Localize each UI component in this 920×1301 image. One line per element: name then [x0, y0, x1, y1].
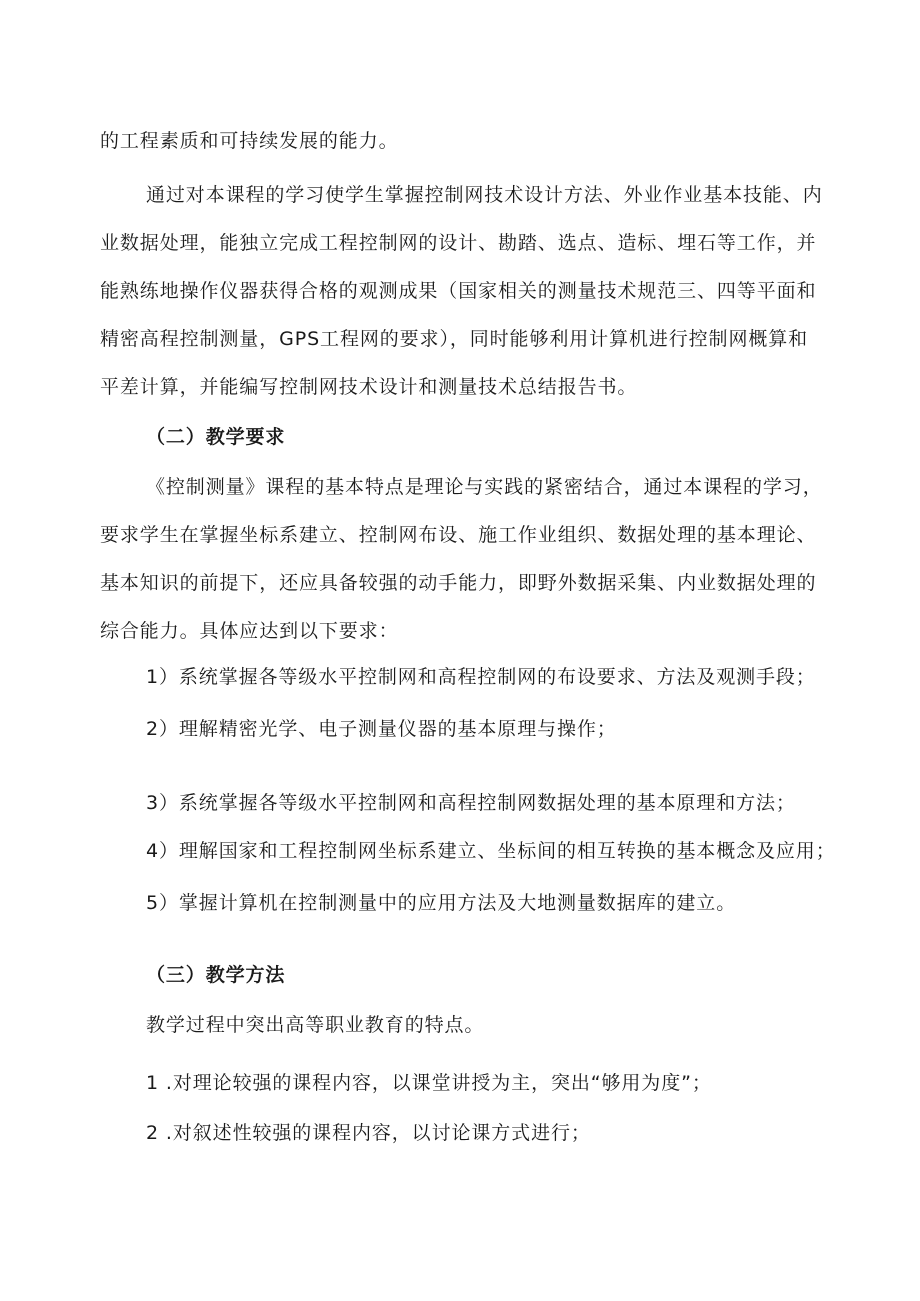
paragraph-line: 的工程素质和可持续发展的能力。	[100, 130, 399, 152]
paragraph-line: 精密高程控制测量，GPS工程网的要求），同时能够利用计算机进行控制网概算和	[100, 328, 809, 350]
paragraph-line: 《控制测量》课程的基本特点是理论与实践的紧密结合，通过本课程的学习，	[146, 476, 823, 498]
requirement-item: 4）理解国家和工程控制网坐标系建立、坐标间的相互转换的基本概念及应用；	[146, 840, 836, 862]
requirement-item: 5）掌握计算机在控制测量中的应用方法及大地测量数据库的建立。	[146, 892, 737, 914]
paragraph-line: 能熟练地操作仪器获得合格的观测成果（国家相关的测量技术规范三、四等平面和	[100, 280, 817, 302]
paragraph-line: 综合能力。具体应达到以下要求：	[100, 620, 399, 642]
paragraph-line: 业数据处理，能独立完成工程控制网的设计、勘踏、选点、造标、埋石等工作，并	[100, 232, 817, 254]
paragraph-line: 平差计算，并能编写控制网技术设计和测量技术总结报告书。	[100, 376, 638, 398]
method-item: 1 .对理论较强的课程内容，以课堂讲授为主，突出“够用为度”；	[146, 1072, 712, 1094]
section-heading-teaching-methods: （三）教学方法	[146, 964, 286, 986]
requirement-item: 1）系统掌握各等级水平控制网和高程控制网的布设要求、方法及观测手段；	[146, 666, 816, 688]
requirement-item: 2）理解精密光学、电子测量仪器的基本原理与操作；	[146, 718, 617, 740]
paragraph-line: 基本知识的前提下，还应具备较强的动手能力，即野外数据采集、内业数据处理的	[100, 572, 817, 594]
method-item: 2 .对叙述性较强的课程内容，以讨论课方式进行；	[146, 1122, 591, 1144]
section-heading-teaching-requirements: （二）教学要求	[146, 426, 286, 448]
paragraph-line: 要求学生在掌握坐标系建立、控制网布设、施工作业组织、数据处理的基本理论、	[100, 524, 817, 546]
paragraph-line: 教学过程中突出高等职业教育的特点。	[146, 1014, 485, 1036]
requirement-item: 3）系统掌握各等级水平控制网和高程控制网数据处理的基本原理和方法；	[146, 792, 796, 814]
paragraph-line: 通过对本课程的学习使学生掌握控制网技术设计方法、外业作业基本技能、内	[146, 184, 823, 206]
